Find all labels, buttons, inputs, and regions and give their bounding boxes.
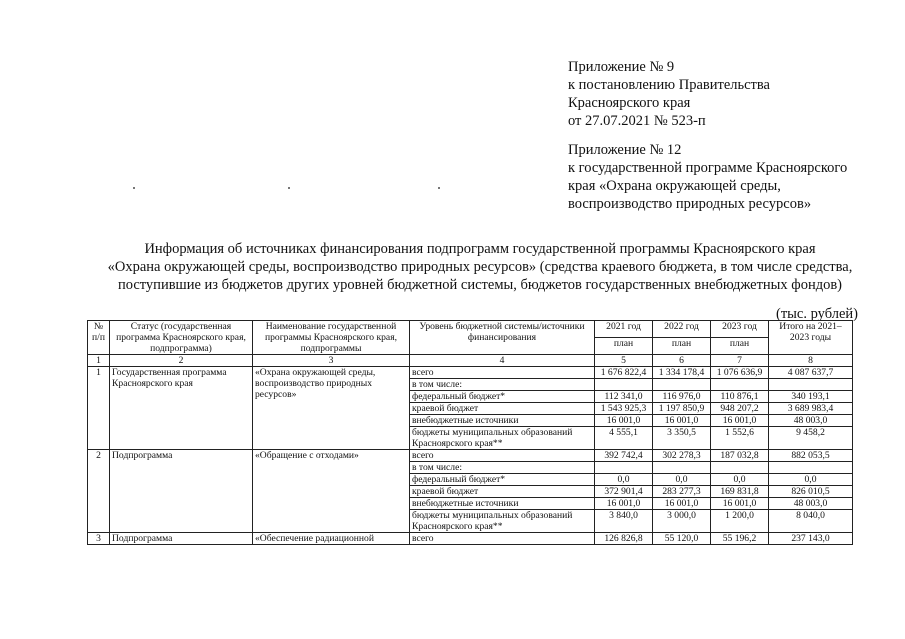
row-value-v3: 55 196,2 (711, 533, 769, 545)
row-funding-level: в том числе: (410, 379, 595, 391)
header-plan: план (595, 338, 653, 355)
row-status: Подпрограмма (110, 450, 253, 533)
row-program-name: «Обращение с отходами» (253, 450, 410, 533)
row-value-v3: 948 207,2 (711, 403, 769, 415)
row-value-v3: 1 200,0 (711, 510, 769, 533)
header-num: № п/п (88, 321, 110, 355)
header-row (88, 321, 853, 338)
row-funding-level: краевой бюджет (410, 403, 595, 415)
row-funding-level: краевой бюджет (410, 486, 595, 498)
row-funding-level: всего (410, 367, 595, 379)
row-value-v2: 302 278,3 (653, 450, 711, 462)
appendix-12-line3: края «Охрана окружающей среды, (568, 178, 781, 194)
header-status: Статус (государственная программа Красноярского края, подпрограмма) (110, 321, 253, 355)
column-number: 7 (711, 355, 769, 367)
row-number: 2 (88, 450, 110, 533)
row-funding-level: всего (410, 450, 595, 462)
column-number: 8 (769, 355, 853, 367)
row-value-v1 (595, 379, 653, 391)
header-plan: план (653, 338, 711, 355)
header-total: Итого на 2021–2023 годы (769, 321, 853, 355)
row-value-v3: 110 876,1 (711, 391, 769, 403)
row-funding-level: федеральный бюджет* (410, 391, 595, 403)
row-value-v4: 826 010,5 (769, 486, 853, 498)
row-value-v4: 237 143,0 (769, 533, 853, 545)
row-value-v1 (595, 462, 653, 474)
row-program-name: «Обеспечение радиационной (253, 533, 410, 545)
row-value-v3: 1 076 636,9 (711, 367, 769, 379)
table-row (88, 450, 853, 462)
appendix-9-line4: от 27.07.2021 № 523-п (568, 113, 706, 129)
row-funding-level: в том числе: (410, 462, 595, 474)
appendix-9-line2: к постановлению Правительства (568, 77, 770, 93)
financing-table (87, 320, 853, 545)
column-number: 3 (253, 355, 410, 367)
row-value-v2: 116 976,0 (653, 391, 711, 403)
speck (133, 187, 135, 189)
row-value-v4: 48 003,0 (769, 415, 853, 427)
row-value-v3 (711, 462, 769, 474)
row-value-v4 (769, 462, 853, 474)
row-funding-level: бюджеты муниципальных образований Красноярского края** (410, 510, 595, 533)
row-value-v2: 1 197 850,9 (653, 403, 711, 415)
row-value-v2: 16 001,0 (653, 498, 711, 510)
document-title (60, 240, 900, 294)
row-value-v4: 882 053,5 (769, 450, 853, 462)
row-funding-level: федеральный бюджет* (410, 474, 595, 486)
row-number: 1 (88, 367, 110, 450)
header-2021: 2021 год (595, 321, 653, 338)
row-value-v2: 3 350,5 (653, 427, 711, 450)
column-number: 6 (653, 355, 711, 367)
header-2023: 2023 год (711, 321, 769, 338)
row-value-v1: 4 555,1 (595, 427, 653, 450)
row-value-v1: 16 001,0 (595, 415, 653, 427)
row-value-v4: 0,0 (769, 474, 853, 486)
row-funding-level: внебюджетные источники (410, 498, 595, 510)
table-row (88, 367, 853, 379)
row-value-v4: 340 193,1 (769, 391, 853, 403)
title-line2: «Охрана окружающей среды, воспроизводство природных ресурсов» (средства краевого бюджета, в том числе средства, (107, 259, 853, 275)
scan-specks (0, 186, 560, 190)
row-value-v2: 0,0 (653, 474, 711, 486)
row-value-v2 (653, 462, 711, 474)
appendix-12-block (568, 141, 847, 213)
table-row (88, 533, 853, 545)
column-number: 1 (88, 355, 110, 367)
speck (288, 187, 290, 189)
appendix-9-line3: Красноярского края (568, 95, 691, 111)
row-funding-level: бюджеты муниципальных образований Красноярского края** (410, 427, 595, 450)
header-plan: план (711, 338, 769, 355)
title-line1: Информация об источниках финансирования подпрограмм государственной программы Красноярского края (144, 241, 816, 257)
header-level: Уровень бюджетной системы/источники финансирования (410, 321, 595, 355)
appendix-12-line1: Приложение № 12 (568, 142, 682, 158)
row-value-v2 (653, 379, 711, 391)
row-value-v4: 9 458,2 (769, 427, 853, 450)
column-number: 4 (410, 355, 595, 367)
unit-label: (тыс. рублей) (776, 306, 858, 322)
row-value-v1: 1 676 822,4 (595, 367, 653, 379)
row-number: 3 (88, 533, 110, 545)
row-value-v3: 1 552,6 (711, 427, 769, 450)
speck (438, 187, 440, 189)
column-number-row (88, 355, 853, 367)
row-value-v1: 3 840,0 (595, 510, 653, 533)
row-value-v2: 3 000,0 (653, 510, 711, 533)
row-value-v2: 283 277,3 (653, 486, 711, 498)
row-value-v2: 16 001,0 (653, 415, 711, 427)
row-value-v4 (769, 379, 853, 391)
appendix-9-line1: Приложение № 9 (568, 59, 675, 75)
row-value-v3: 16 001,0 (711, 415, 769, 427)
header-2022: 2022 год (653, 321, 711, 338)
row-status: Подпрограмма (110, 533, 253, 545)
row-funding-level: всего (410, 533, 595, 545)
row-value-v3: 0,0 (711, 474, 769, 486)
row-value-v1: 126 826,8 (595, 533, 653, 545)
row-value-v4: 4 087 637,7 (769, 367, 853, 379)
appendix-12-line2: к государственной программе Красноярского (568, 160, 848, 176)
row-funding-level: внебюджетные источники (410, 415, 595, 427)
row-value-v4: 8 040,0 (769, 510, 853, 533)
row-value-v1: 372 901,4 (595, 486, 653, 498)
row-value-v2: 55 120,0 (653, 533, 711, 545)
row-value-v3 (711, 379, 769, 391)
row-value-v3: 16 001,0 (711, 498, 769, 510)
column-number: 2 (110, 355, 253, 367)
title-line3: поступившие из бюджетов других уровней бюджетной системы, бюджетов государственных внебюджетных фондов) (117, 277, 843, 293)
row-program-name: «Охрана окружающей среды, воспроизводство природных ресурсов» (253, 367, 410, 450)
row-value-v2: 1 334 178,4 (653, 367, 711, 379)
row-value-v4: 3 689 983,4 (769, 403, 853, 415)
appendix-9-block (568, 58, 770, 130)
row-value-v1: 16 001,0 (595, 498, 653, 510)
column-number: 5 (595, 355, 653, 367)
row-value-v1: 1 543 925,3 (595, 403, 653, 415)
row-value-v1: 112 341,0 (595, 391, 653, 403)
row-value-v1: 392 742,4 (595, 450, 653, 462)
row-value-v3: 187 032,8 (711, 450, 769, 462)
row-status: Государственная программа Красноярского края (110, 367, 253, 450)
row-value-v4: 48 003,0 (769, 498, 853, 510)
appendix-12-line4: воспроизводство природных ресурсов» (568, 196, 812, 212)
row-value-v3: 169 831,8 (711, 486, 769, 498)
header-name: Наименование государственной программы Красноярского края, подпрограммы (253, 321, 410, 355)
row-value-v1: 0,0 (595, 474, 653, 486)
